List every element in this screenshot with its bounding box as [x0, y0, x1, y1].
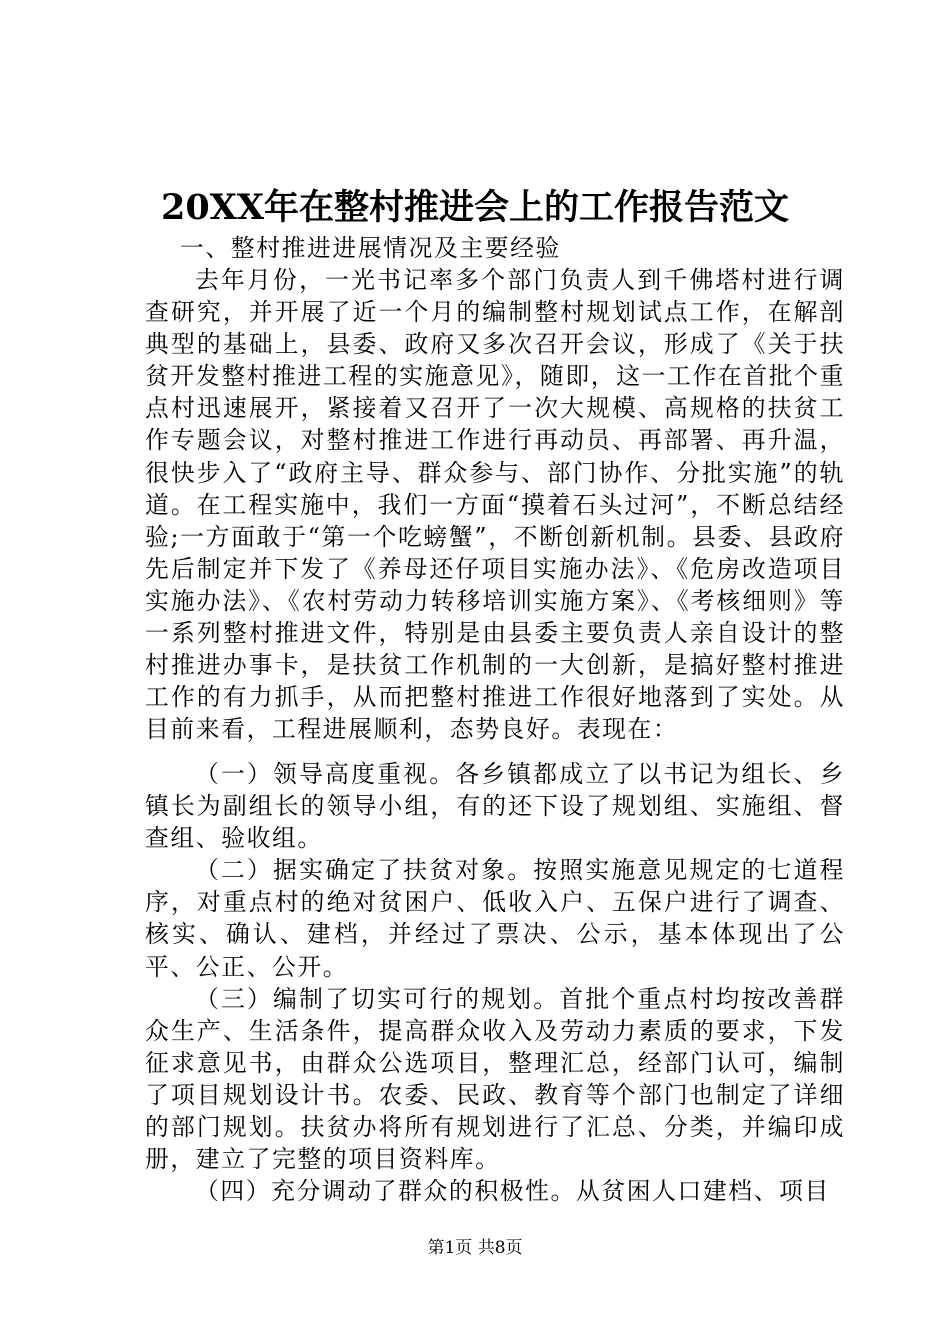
list-item: （一）领导高度重视。各乡镇都成立了以书记为组长、乡镇长为副组长的领导小组，有的还下设了规划组、实施组、督查组、验收组。 [145, 760, 845, 853]
item-list [145, 758, 845, 1207]
intro-paragraph-block [145, 264, 845, 745]
document-title: 20XX年在整村推进会上的工作报告范文 [160, 187, 790, 228]
list-item: （三）编制了切实可行的规划。首批个重点村均按改善群众生产、生活条件，提高群众收入及劳动力素质的要求，下发征求意见书，由群众公选项目，整理汇总，经部门认可，编制了项目规划设计书。农委、民政、教育等个部门也制定了详细的部门规划。扶贫办将所有规划进行了汇总、分类，并编印成册，建立了完整的项目资料库。 [145, 984, 845, 1174]
intro-paragraph: 去年月份，一光书记率多个部门负责人到千佛塔村进行调查研究，并开展了近一个月的编制整村规划试点工作，在解剖典型的基础上，县委、政府又多次召开会议，形成了《关于扶贫开发整村推进工程的实施意见》，随即，这一工作在首批个重点村迅速展开，紧接着又召开了一次大规模、高规格的扶贫工作专题会议，对整村推进工作进行再动员、再部署、再升温，很快步入了“政府主导、群众参与、部门协作、分批实施”的轨道。在工程实施中，我们一方面“摸着石头过河”，不断总结经验;一方面敢于“第一个吃螃蟹”，不断创新机制。县委、县政府先后制定并下发了《养母还仔项目实施办法》、《危房改造项目实施办法》、《农村劳动力转移培训实施方案》、《考核细则》等一系列整村推进文件，特别是由县委主要负责人亲自设计的整村推进办事卡，是扶贫工作机制的一大创新，是搞好整村推进工作的有力抓手，从而把整村推进工作很好地落到了实处。从目前来看，工程进展顺利，态势良好。表现在： [145, 266, 845, 744]
list-item: （二）据实确定了扶贫对象。按照实施意见规定的七道程序，对重点村的绝对贫困户、低收入户、五保户进行了调查、核实、确认、建档，并经过了票决、公示，基本体现出了公平、公正、公开。 [145, 856, 845, 981]
page-footer: 第1页 共8页 [427, 1238, 523, 1258]
list-item: （四）充分调动了群众的积极性。从贫困人口建档、项目 [194, 1177, 830, 1206]
section-heading: 一、整村推进进展情况及主要经验 [180, 234, 561, 262]
